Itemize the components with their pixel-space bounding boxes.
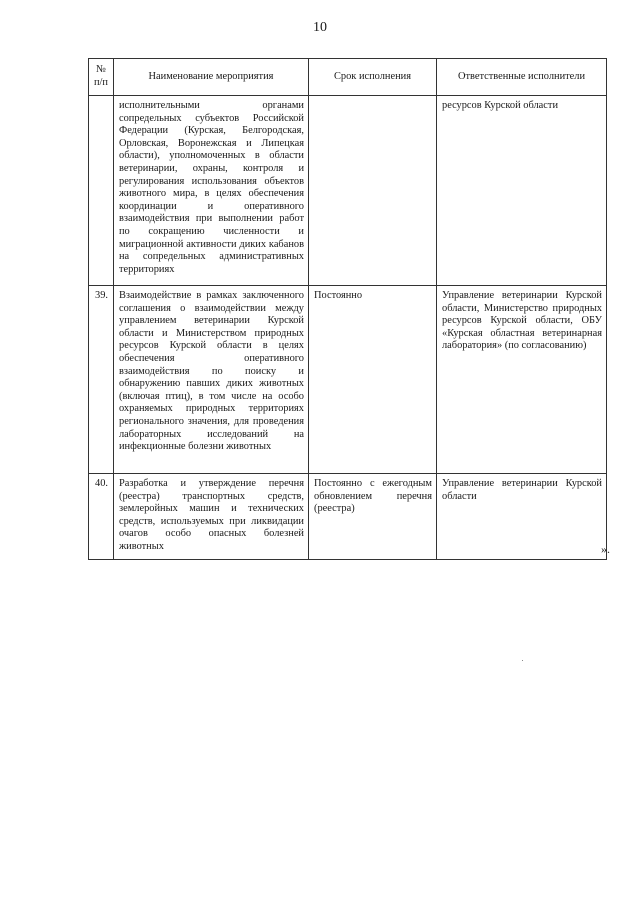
row-responsible: Управление ветеринарии Курской области xyxy=(437,474,607,560)
closing-quote: ». xyxy=(601,542,610,556)
row-term: Постоянно xyxy=(309,286,437,474)
row-name: Взаимодействие в рамках заключенного соглашения о взаимодействии между управлением ветеринарии Курской области и Министерством природных ресурсов Курской области в целях обеспечения оперативного взаимодействия по поиску и обнаружению павших диких животных (включая птиц), в том числе на особо охраняемых природных территориях регионального значения, для проведения лабораторных исследований на инфекционные болезни животных xyxy=(114,286,309,474)
row-num: 40. xyxy=(89,474,114,560)
measures-table xyxy=(88,58,607,560)
row-responsible: ресурсов Курской области xyxy=(437,96,607,286)
page-number: 10 xyxy=(313,20,327,35)
row-num: 39. xyxy=(89,286,114,474)
scan-dot xyxy=(522,660,523,661)
header-responsible: Ответственные исполнители xyxy=(437,59,607,96)
row-name: исполнительными органами сопредельных субъектов Российской Федерации (Курская, Белгородская, Орловская, Воронежская и Липецкая области), уполномоченных в области ветеринарии, охраны, контроля и регулирования использования объектов животного мира, в целях обеспечения координации и оперативного взаимодействия при выполнении работ по сокращению численности и миграционной активности диких кабанов на сопредельных административных территориях xyxy=(114,96,309,286)
table-row xyxy=(89,96,607,286)
table-row xyxy=(89,286,607,474)
row-term xyxy=(309,96,437,286)
header-name: Наименование мероприятия xyxy=(114,59,309,96)
row-term: Постоянно с ежегодным обновлением перечня (реестра) xyxy=(309,474,437,560)
header-num: № п/п xyxy=(89,59,114,96)
row-num xyxy=(89,96,114,286)
table-row xyxy=(89,474,607,560)
table-header-row xyxy=(89,59,607,96)
header-term: Срок исполнения xyxy=(309,59,437,96)
row-name: Разработка и утверждение перечня (реестра) транспортных средств, землеройных машин и технических средств, используемых при ликвидации очагов особо опасных болезней животных xyxy=(114,474,309,560)
row-responsible: Управление ветеринарии Курской области, Министерство природных ресурсов Курской области, ОБУ «Курская областная ветеринарная лаборатория» (по согласованию) xyxy=(437,286,607,474)
